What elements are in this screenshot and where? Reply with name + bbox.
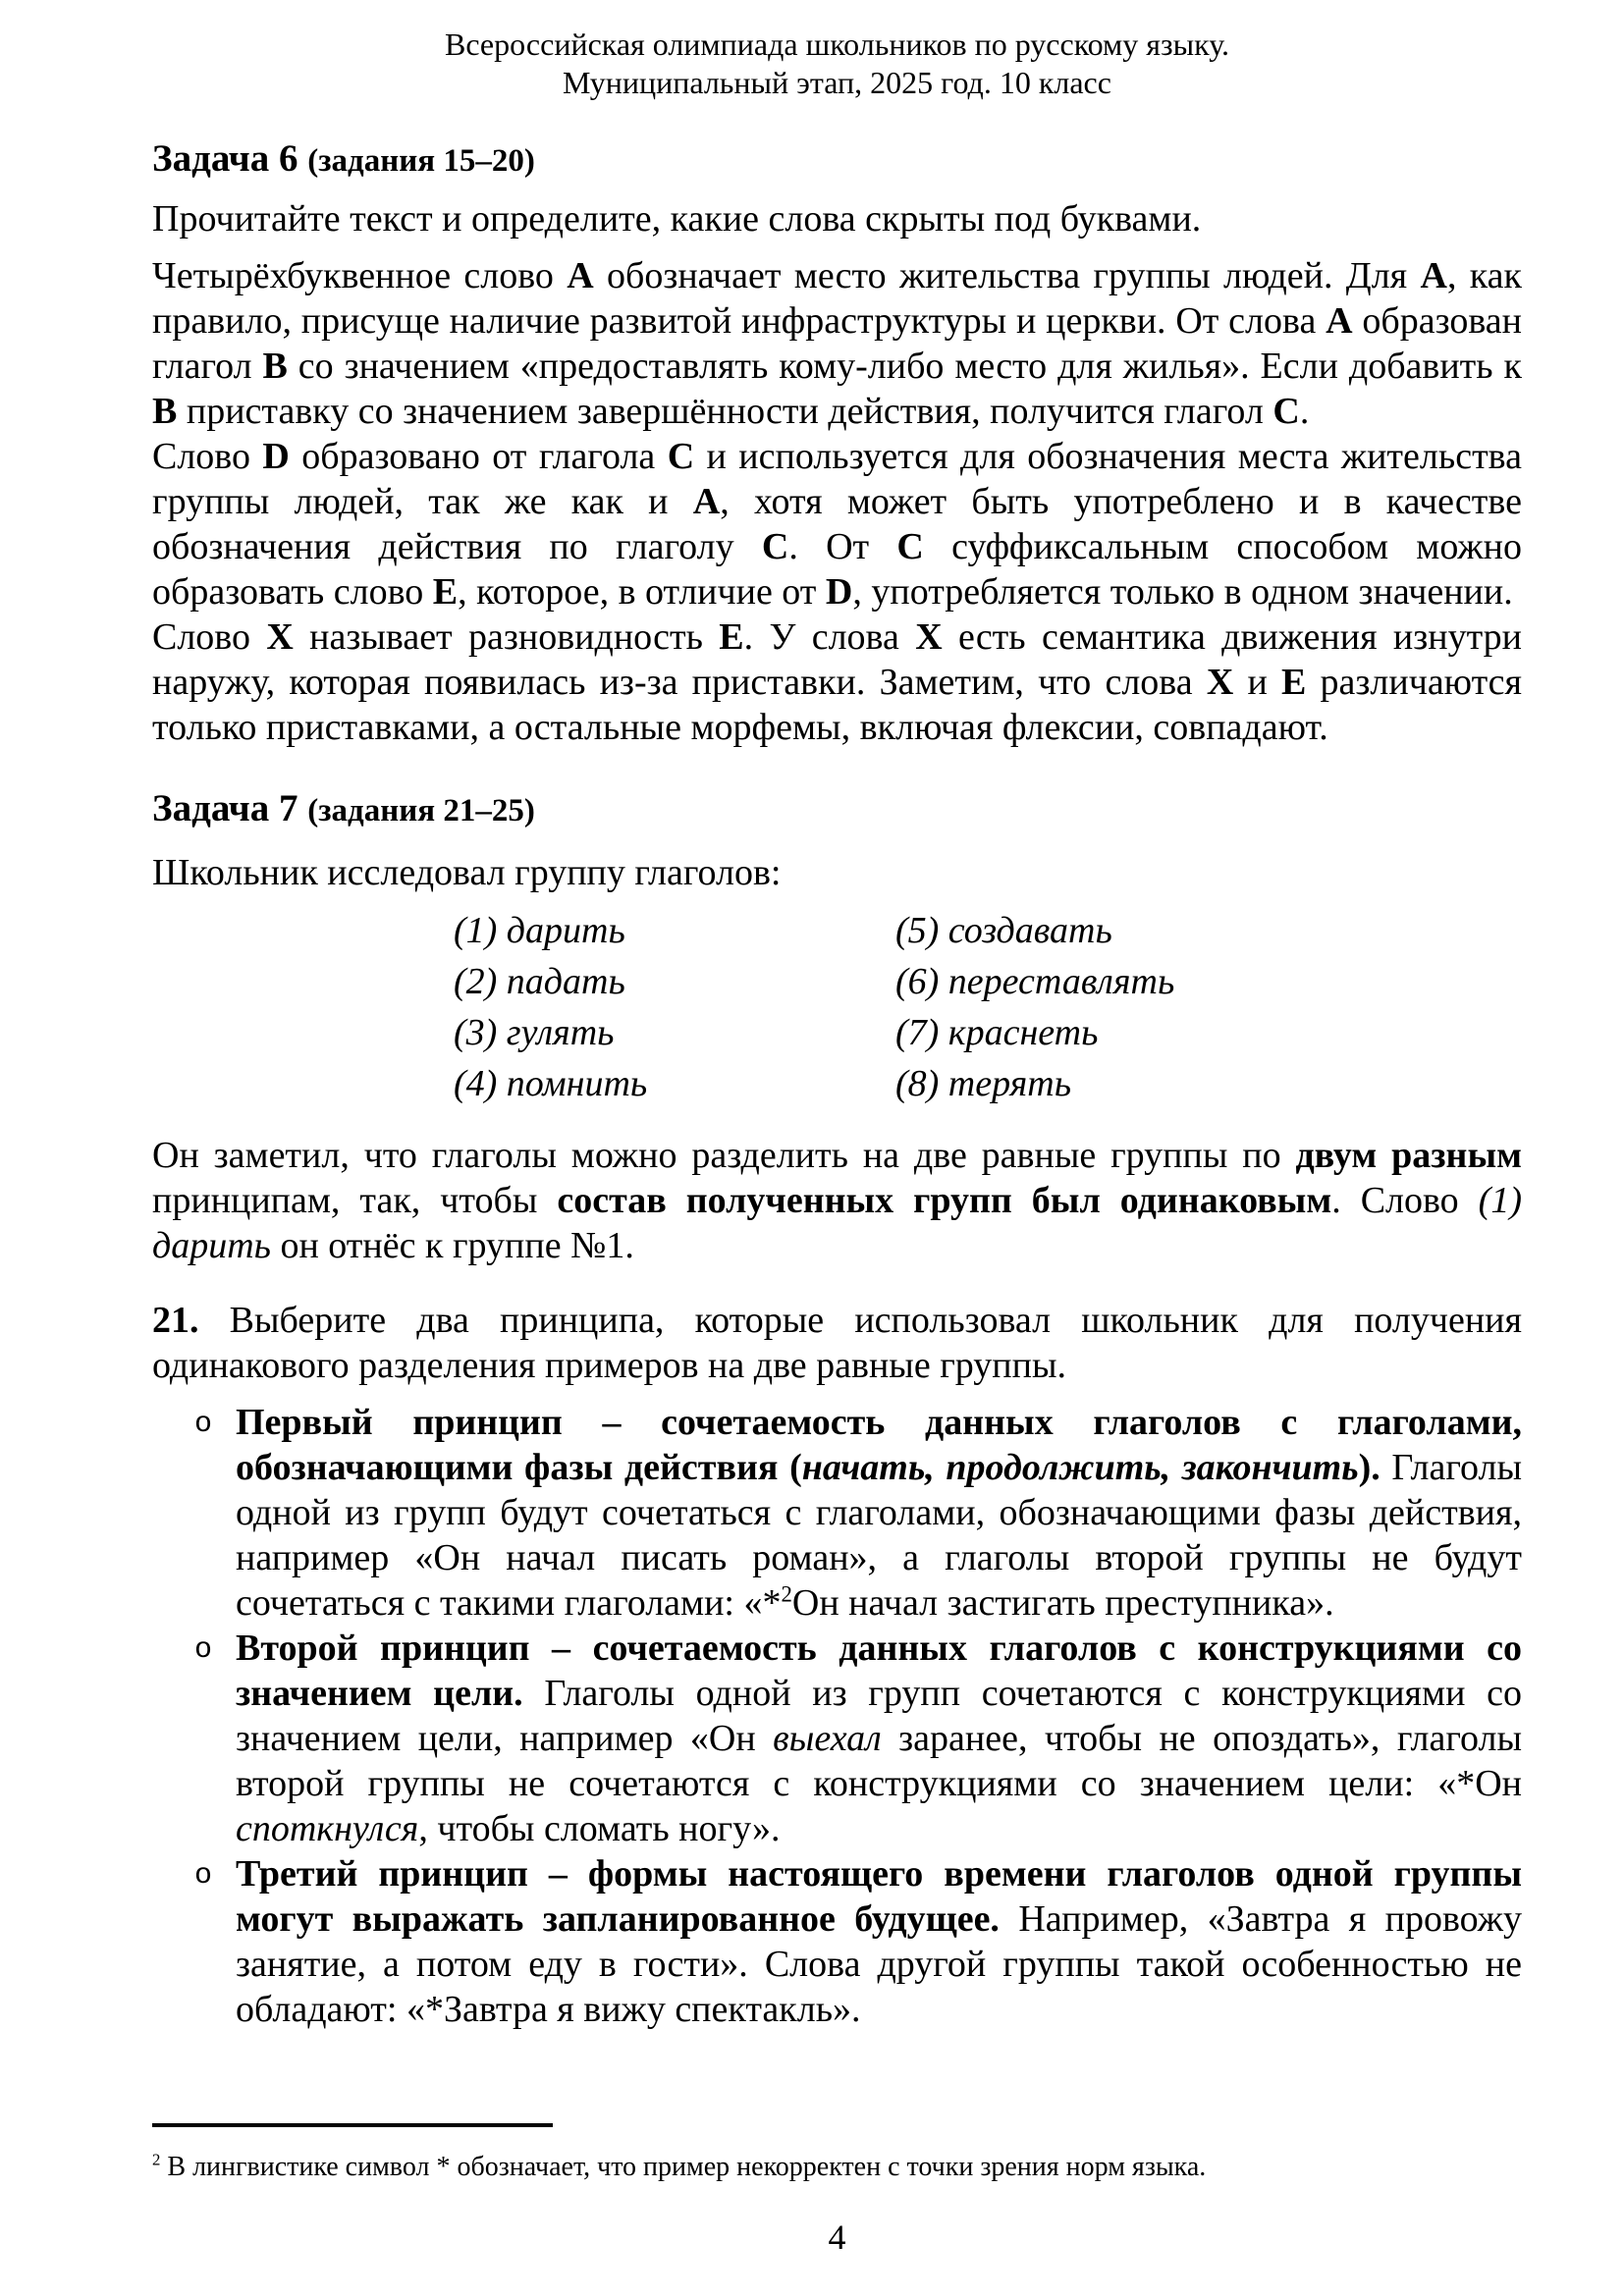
question-21: 21. Выберите два принципа, которые использовал школьник для получения одинакового разделения примеров на две равные группы. bbox=[152, 1300, 1522, 1386]
task7-heading bbox=[152, 785, 1522, 834]
principle-item-2 bbox=[194, 1626, 1522, 1851]
principle-text-1: Первый принцип – сочетаемость данных глаголов с глаголами, обозначающими фазы действия (начать, продолжить, закончить). Глаголы одной из групп будут сочетаться с глаголами, обозначающими фазы действия, например «Он начал писать роман», а глаголы второй группы не будут сочетаться с такими глаголами: «*$^2$Он начал застигать преступника». bbox=[236, 1402, 1522, 1624]
verb-item: (5) создавать bbox=[895, 910, 1112, 951]
page-number: 4 bbox=[828, 2217, 846, 2257]
verb-item: (3) гулять bbox=[454, 1012, 615, 1053]
principle-text-3: Третий принцип – формы настоящего времени глаголов одной группы могут выражать запланированное будущее. Например, «Завтра я провожу занятие, а потом еду в гости». Слова другой группы такой особенностью не обладают: «*Завтра я вижу спектакль». bbox=[236, 1853, 1522, 2030]
task6-paragraph-d: Слово D образовано от глагола С и используется для обозначения места жительства группы людей, так же как и А, хотя может быть употреблено и в качестве обозначения действия по глаголу С. От С суффиксальным способом можно образовать слово Е, которое, в отличие от D, употребляется только в одном значении. bbox=[152, 436, 1522, 613]
verb-item: (7) краснеть bbox=[895, 1012, 1099, 1053]
task6-intro: Прочитайте текст и определите, какие слова скрыты под буквами. bbox=[152, 198, 1202, 240]
verb-item: (8) терять bbox=[895, 1063, 1072, 1104]
footnote-area bbox=[152, 2123, 1522, 2184]
principle-item-1 bbox=[194, 1400, 1522, 1626]
header-line-1: Всероссийская олимпиада школьников по русскому языку. bbox=[444, 27, 1230, 62]
task7-intro: Школьник исследовал группу глаголов: bbox=[152, 852, 782, 893]
bullet-marker: o bbox=[194, 1633, 213, 1667]
task6-title: Задача 6 bbox=[152, 137, 298, 180]
bullet-marker: o bbox=[194, 1408, 213, 1441]
footnote-separator bbox=[152, 2123, 553, 2127]
page-header bbox=[152, 26, 1522, 102]
principle-item-3 bbox=[194, 1851, 1522, 2032]
verb-item: (2) падать bbox=[454, 961, 625, 1002]
verb-item: (4) помнить bbox=[454, 1063, 648, 1104]
verb-column-left bbox=[454, 905, 895, 1109]
footnote-text: $^2$ В лингвистике символ * обозначает, что пример некорректен с точки зрения норм языка. bbox=[152, 2150, 1207, 2182]
header-line-2: Муниципальный этап, 2025 год. 10 класс bbox=[563, 65, 1111, 100]
verb-column-right bbox=[895, 905, 1174, 1109]
task6-paragraph-a: Четырёхбуквенное слово А обозначает место жительства группы людей. Для А, как правило, присуще наличие развитой инфраструктуры и церкви. От слова А образован глагол В со значением «предоставлять кому-либо место для жилья». Если добавить к В приставку со значением завершённости действия, получится глагол С. bbox=[152, 255, 1522, 432]
bullet-marker: o bbox=[194, 1859, 213, 1893]
task7-title: Задача 7 bbox=[152, 787, 298, 829]
verb-item: (6) переставлять bbox=[895, 961, 1175, 1002]
task6-heading bbox=[152, 135, 1522, 185]
principles-list bbox=[152, 1400, 1522, 2032]
task6-paragraph-x: Слово X называет разновидность Е. У слова X есть семантика движения изнутри наружу, которая появилась из-за приставки. Заметим, что слова X и Е различаются только приставками, а остальные морфемы, включая флексии, совпадают. bbox=[152, 616, 1522, 748]
verb-item: (1) дарить bbox=[454, 910, 625, 951]
task6-subtitle: (задания 15–20) bbox=[307, 143, 535, 179]
principle-text-2: Второй принцип – сочетаемость данных глаголов с конструкциями со значением цели. Глаголы одной из групп сочетаются с конструкциями со значением цели, например «Он выехал заранее, чтобы не опоздать», глаголы второй группы не сочетаются с конструкциями со значением цели: «*Он споткнулся, чтобы сломать ногу». bbox=[236, 1628, 1522, 1849]
verb-list bbox=[454, 905, 1522, 1109]
task7-subtitle: (задания 21–25) bbox=[307, 793, 535, 828]
observation-paragraph: Он заметил, что глаголы можно разделить на две равные группы по двум разным принципам, так, чтобы состав полученных групп был одинаковым. Слово (1) дарить он отнёс к группе №1. bbox=[152, 1135, 1522, 1266]
